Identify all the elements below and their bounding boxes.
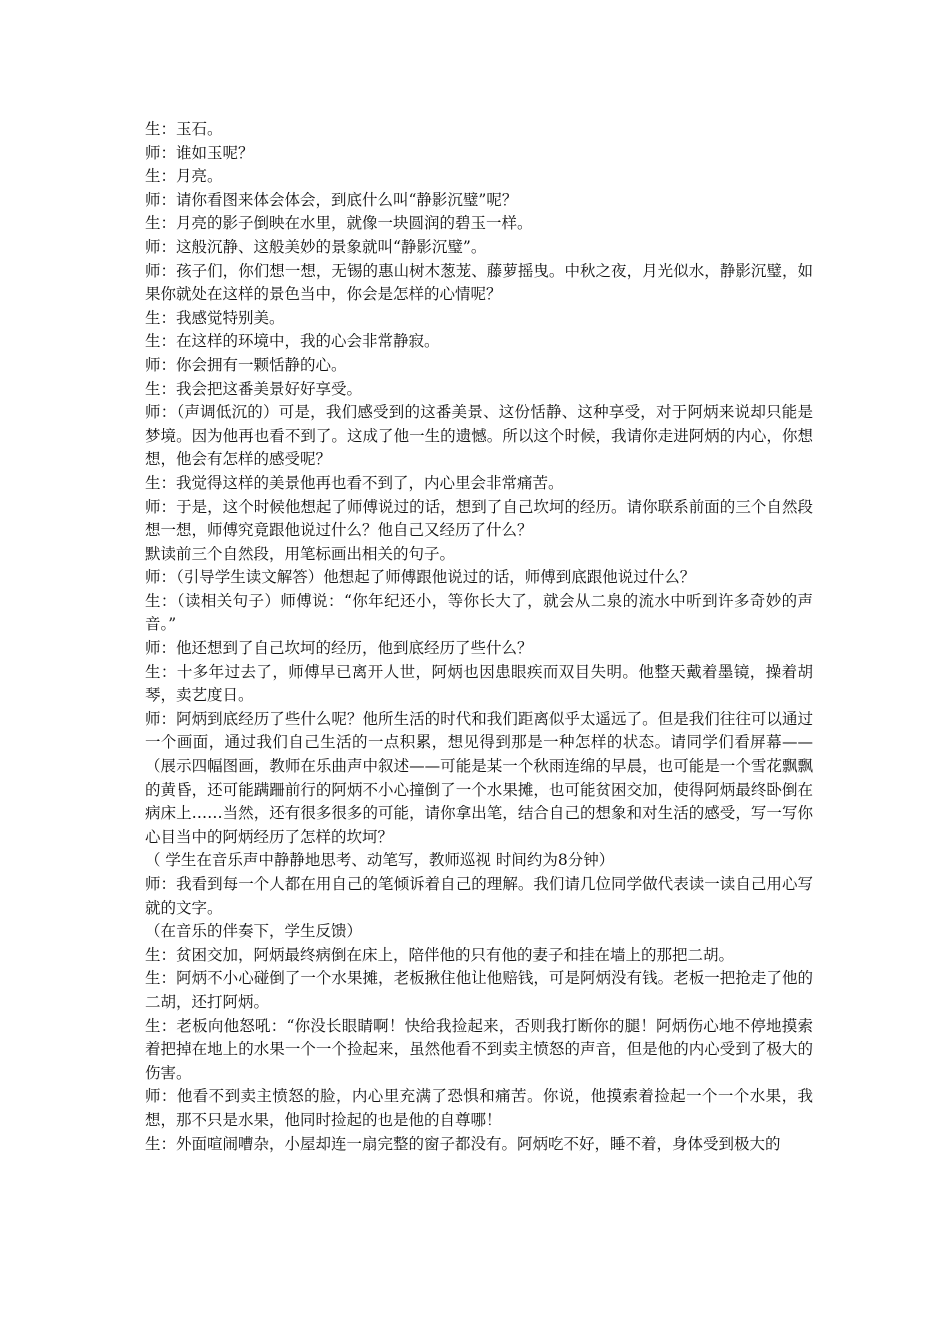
paragraph: 师：（引导学生读文解答）他想起了师傅跟他说过的话，师傅到底跟他说过什么？ [145, 568, 696, 587]
document-body [145, 118, 813, 1156]
paragraph: 生：老板向他怒吼：“你没长眼睛啊！快给我捡起来，否则我打断你的腿！阿炳伤心地不停地摸索着把掉在地上的水果一个一个捡起来，虽然他看不到卖主愤怒的声音，但是他的内心受到了极大的伤害。 [145, 1016, 813, 1082]
paragraph: 生：玉石。 [145, 120, 223, 138]
paragraph: 生：月亮。 [145, 167, 223, 186]
paragraph: 生：我觉得这样的美景他再也看不到了，内心里会非常痛苦。 [145, 473, 564, 492]
paragraph: （在音乐的伴奏下，学生反馈） [145, 922, 363, 941]
paragraph: 生：阿炳不小心碰倒了一个水果摊，老板揪住他让他赔钱，可是阿炳没有钱。老板一把抢走了他的二胡，还打阿炳。 [145, 969, 813, 1011]
paragraph: 师：阿炳到底经历了些什么呢？他所生活的时代和我们距离似乎太遥远了。但是我们往往可以通过一个画面，通过我们自己生活的一点积累，想见得到那是一种怎样的状态。请同学们看屏幕——（展示四幅图画，教师在乐曲声中叙述——可能是某一个秋雨连绵的早晨，也可能是一个雪花飘飘的黄昏，还可能蹒跚前行的阿炳不小心撞倒了一个水果摊，也可能贫困交加，使得阿炳最终卧倒在病床上……当然，还有很多很多的可能，请你拿出笔，结合自己的想象和对生活的感受，写一写你心目当中的阿炳经历了怎样的坎坷？ [145, 709, 813, 846]
paragraph: 生：贫困交加，阿炳最终病倒在床上，陪伴他的只有他的妻子和挂在墙上的那把二胡。 [145, 945, 735, 964]
paragraph: 生：（读相关句子）师傅说：“你年纪还小，等你长大了，就会从二泉的流水中听到许多奇妙的声音。” [145, 591, 813, 634]
paragraph: 师：（声调低沉的）可是，我们感受到的这番美景、这份恬静、这种享受，对于阿炳来说却只能是梦境。因为他再也看不到了。这成了他一生的遗憾。所以这个时候，我请你走进阿炳的内心，你想想，他会有怎样的感受呢？ [145, 403, 813, 469]
paragraph: 生：在这样的环境中，我的心会非常静寂。 [145, 332, 440, 351]
paragraph: 师：他还想到了自己坎坷的经历，他到底经历了些什么？ [145, 639, 533, 658]
paragraph: 生：我会把这番美景好好享受。 [145, 379, 363, 398]
paragraph: （ 学生在音乐声中静静地思考、动笔写，教师巡视 时间约为8分钟） [145, 851, 615, 870]
paragraph: 师：谁如玉呢？ [145, 143, 254, 162]
paragraph: 师：请你看图来体会体会，到底什么叫“静影沉璧”呢？ [145, 190, 518, 209]
paragraph: 师：他看不到卖主愤怒的脸，内心里充满了恐惧和痛苦。你说，他摸索着捡起一个一个水果，我想，那不只是水果，他同时捡起的也是他的自尊哪！ [145, 1087, 813, 1129]
paragraph: 师：这般沉静、这般美妙的景象就叫“静影沉璧”。 [145, 237, 487, 256]
paragraph: 生：月亮的影子倒映在水里，就像一块圆润的碧玉一样。 [145, 214, 533, 233]
paragraph: 生：外面喧闹嘈杂，小屋却连一扇完整的窗子都没有。阿炳吃不好，睡不着，身体受到极大的 [145, 1134, 781, 1153]
paragraph: 师：我看到每一个人都在用自己的笔倾诉着自己的理解。我们请几位同学做代表读一读自己用心写就的文字。 [145, 875, 813, 917]
paragraph: 默读前三个自然段，用笔标画出相关的句子。 [145, 544, 456, 563]
paragraph: 师：你会拥有一颗恬静的心。 [145, 355, 347, 374]
paragraph: 生：我感觉特别美。 [145, 308, 285, 327]
paragraph: 生：十多年过去了，师傅早已离开人世，阿炳也因患眼疾而双目失明。他整天戴着墨镜，操着胡琴，卖艺度日。 [145, 662, 813, 705]
paragraph: 师：于是，这个时候他想起了师傅说过的话，想到了自己坎坷的经历。请你联系前面的三个自然段想一想，师傅究竟跟他说过什么？他自己又经历了什么？ [145, 497, 813, 540]
paragraph: 师：孩子们，你们想一想，无锡的惠山树木葱茏、藤萝摇曳。中秋之夜，月光似水，静影沉璧，如果你就处在这样的景色当中，你会是怎样的心情呢？ [145, 261, 813, 304]
